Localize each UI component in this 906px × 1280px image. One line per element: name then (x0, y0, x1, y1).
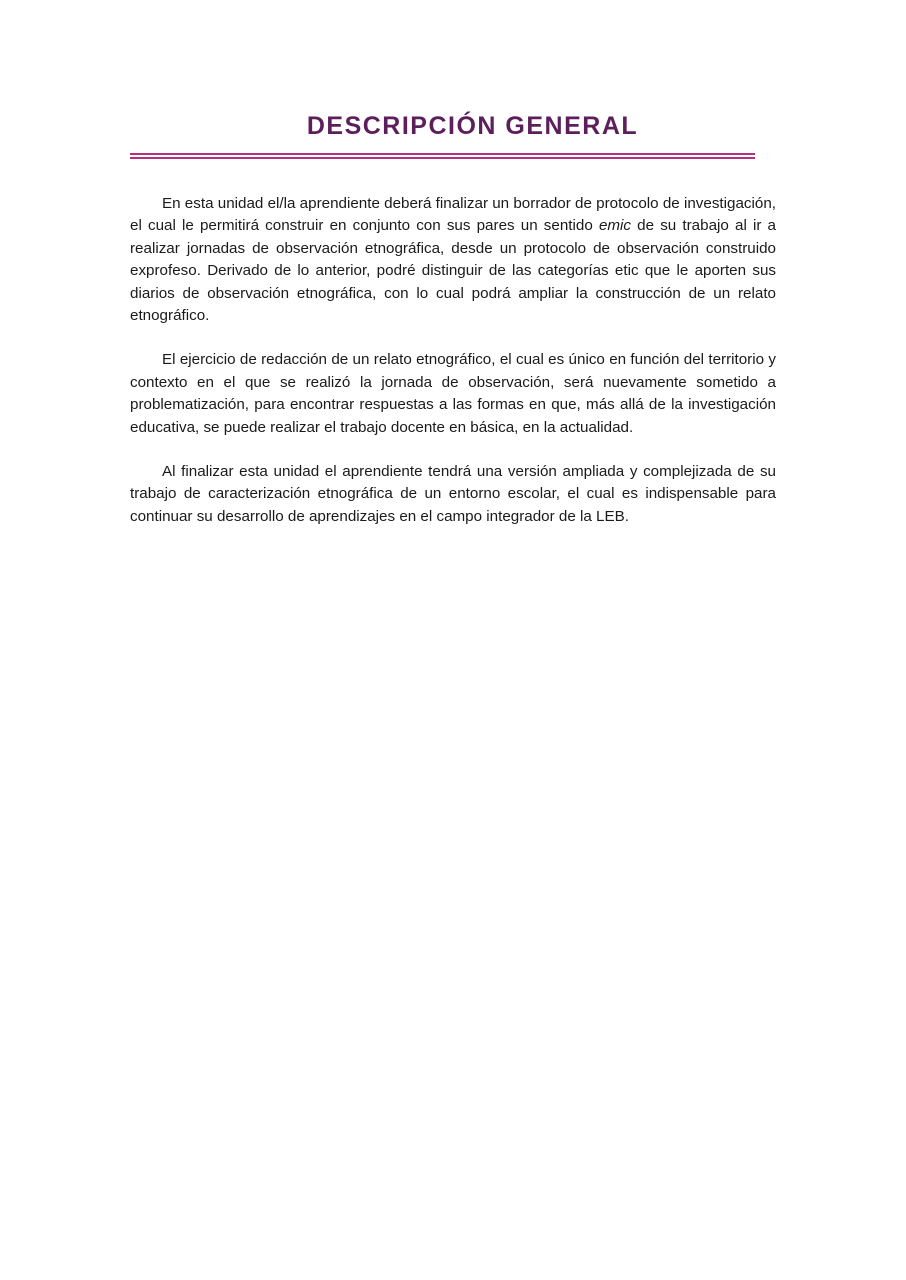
section-header (130, 108, 755, 159)
title-double-rule (130, 153, 755, 159)
paragraph-3: Al finalizar esta unidad el aprendiente tendrá una versión ampliada y complejizada de su trabajo de caracterización etnográfica de un entorno escolar, el cual es indispensable para continuar su desarrollo de aprendizajes en el campo integrador de la LEB. (130, 463, 776, 525)
paragraph-1-text-end: de su trabajo al ir a realizar jornadas de observación etnográfica, desde un protocolo de observación construido exprofeso. Derivado de lo anterior, podré distinguir de las categorías etic que le aporten sus diarios de observación etnográfica, con lo cual podrá ampliar la construcción de un relato etnográfico. (130, 217, 776, 325)
paragraph-1 (130, 193, 776, 327)
document-body (130, 193, 776, 550)
rule-line-bottom (130, 157, 755, 159)
paragraph-2: El ejercicio de redacción de un relato etnográfico, el cual es único en función del territorio y contexto en el que se realizó la jornada de observación, será nuevamente sometido a problematización, para encontrar respuestas a las formas en que, más allá de la investigación educativa, se puede realizar el trabajo docente en básica, en la actualidad. (130, 351, 776, 436)
paragraph-1-text-start: En esta unidad el/la aprendiente deberá finalizar un borrador de protocolo de investigación, el cual le permitirá construir en conjunto con sus pares un sentido (130, 195, 776, 235)
page-title: DESCRIPCIÓN GENERAL (306, 112, 639, 140)
paragraph-1-emphasis: emic (598, 217, 632, 235)
rule-line-top (130, 153, 755, 155)
